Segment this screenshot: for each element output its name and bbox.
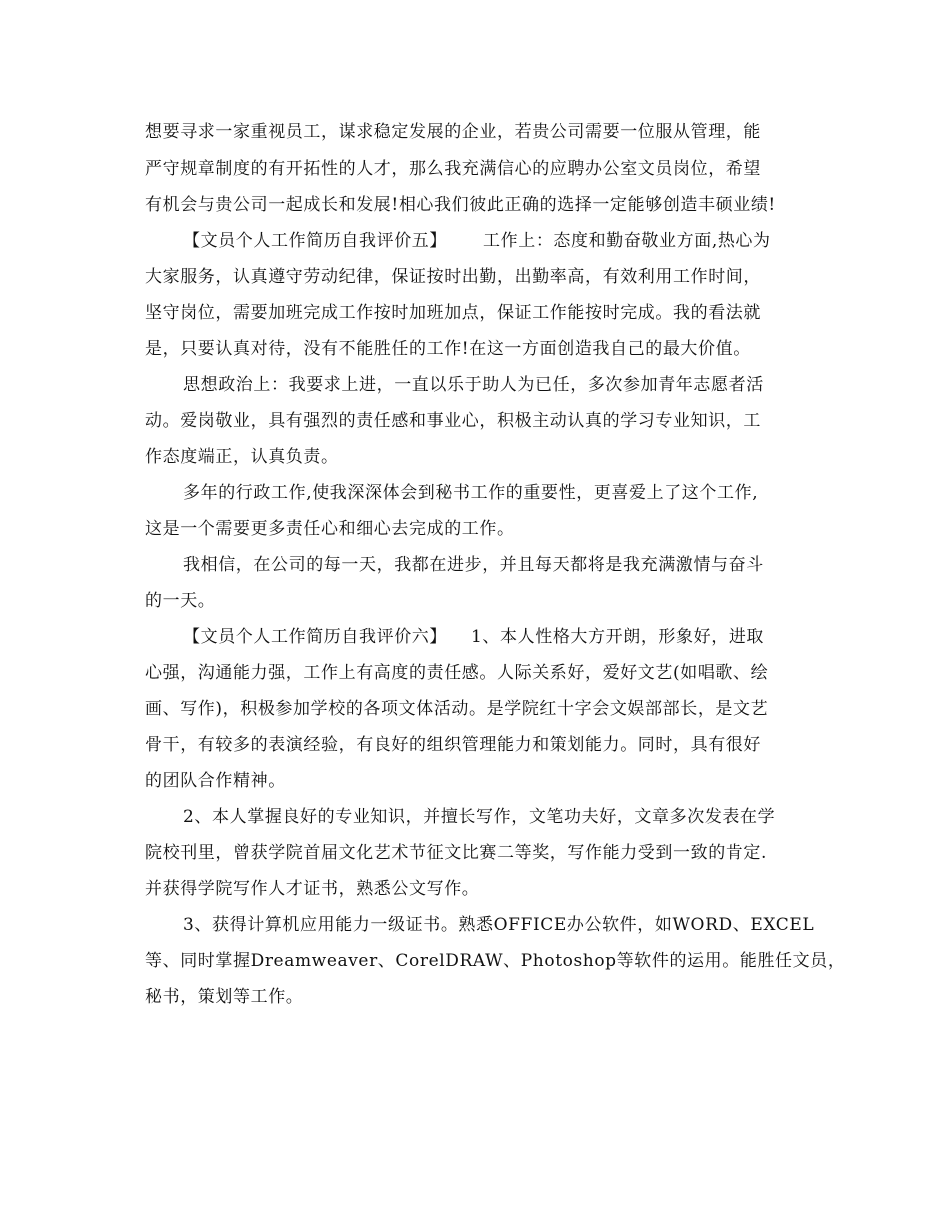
section-heading-line: 【文员个人工作简历自我评价六】 1、本人性格大方开朗，形象好，进取 bbox=[183, 627, 765, 647]
text-line: 骨干，有较多的表演经验，有良好的组织管理能力和策划能力。同时，具有很好 bbox=[145, 735, 761, 755]
paragraph-start-line: 2、本人掌握良好的专业知识，并擅长写作，文笔功夫好，文章多次发表在学 bbox=[183, 807, 776, 827]
text-line: 想要寻求一家重视员工，谋求稳定发展的企业，若贵公司需要一位服从管理，能 bbox=[145, 122, 761, 142]
text-line: 秘书，策划等工作。 bbox=[145, 987, 304, 1007]
text-line: 的团队合作精神。 bbox=[145, 771, 286, 791]
text-line: 大家服务，认真遵守劳动纪律，保证按时出勤，出勤率高，有效利用工作时间， bbox=[145, 267, 761, 287]
paragraph-start-line: 我相信，在公司的每一天，我都在进步，并且每天都将是我充满激情与奋斗 bbox=[183, 555, 764, 575]
text-line: 心强，沟通能力强，工作上有高度的责任感。人际关系好，爱好文艺(如唱歌、绘 bbox=[145, 663, 769, 683]
text-line: 并获得学院写作人才证书，熟悉公文写作。 bbox=[145, 879, 480, 899]
text-line: 是，只要认真对待，没有不能胜任的工作!在这一方面创造我自己的最大价值。 bbox=[145, 339, 751, 359]
text-line: 院校刊里，曾获学院首届文化艺术节征文比赛二等奖，写作能力受到一致的肯定. bbox=[145, 843, 768, 863]
text-line: 等、同时掌握Dreamweaver、CorelDRAW、Photoshop等软件的运用。能胜任文员， bbox=[145, 951, 846, 971]
paragraph-start-line: 思想政治上：我要求上进，一直以乐于助人为已任，多次参加青年志愿者活 bbox=[183, 375, 764, 395]
text-line: 作态度端正，认真负责。 bbox=[145, 447, 339, 467]
text-line: 有机会与贵公司一起成长和发展!相心我们彼此正确的选择一定能够创造丰硕业绩! bbox=[145, 195, 776, 215]
text-line: 严守规章制度的有开拓性的人才，那么我充满信心的应聘办公室文员岗位，希望 bbox=[145, 159, 761, 179]
text-line: 画、写作)，积极参加学校的各项文体活动。是学院红十字会文娱部部长，是文艺 bbox=[145, 699, 769, 719]
text-line: 动。爱岗敬业，具有强烈的责任感和事业心，积极主动认真的学习专业知识，工 bbox=[145, 411, 761, 431]
text-line: 的一天。 bbox=[145, 591, 216, 611]
text-line: 这是一个需要更多责任心和细心去完成的工作。 bbox=[145, 519, 515, 539]
text-line: 坚守岗位，需要加班完成工作按时加班加点，保证工作能按时完成。我的看法就 bbox=[145, 303, 761, 323]
section-heading-line: 【文员个人工作简历自我评价五】 工作上：态度和勤奋敬业方面,热心为 bbox=[183, 231, 771, 251]
paragraph-start-line: 多年的行政工作,使我深深体会到秘书工作的重要性，更喜爱上了这个工作, bbox=[183, 483, 759, 503]
paragraph-start-line: 3、获得计算机应用能力一级证书。熟悉OFFICE办公软件，如WORD、EXCEL bbox=[183, 915, 815, 935]
